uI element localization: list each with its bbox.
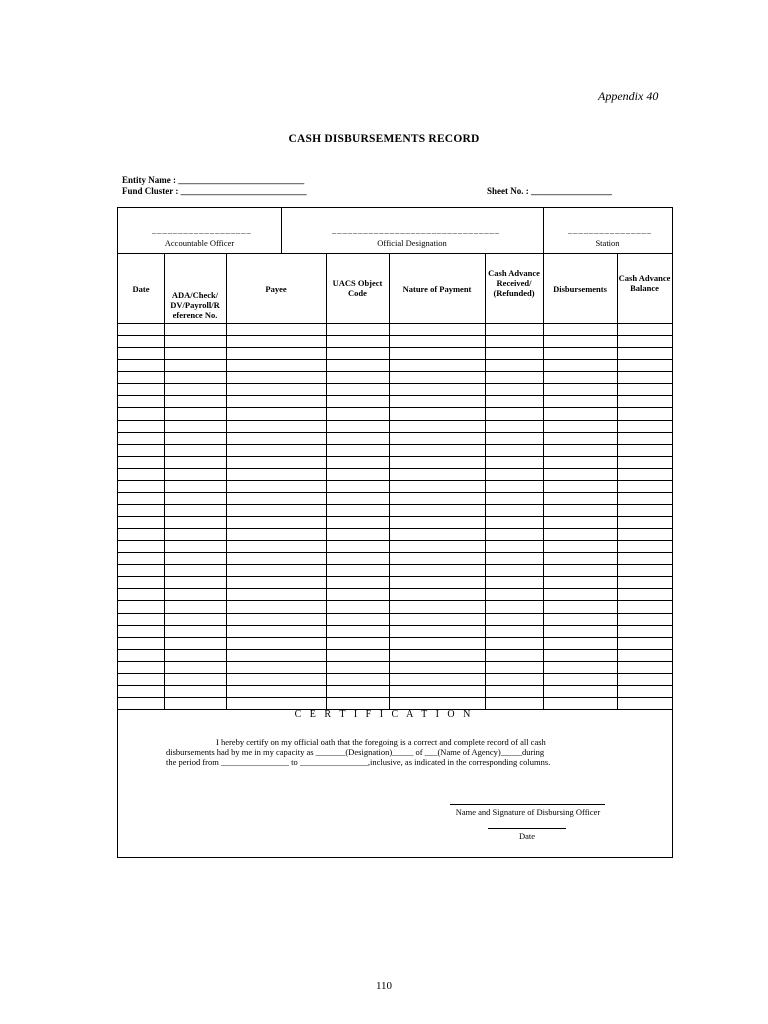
table-row-line — [118, 420, 672, 421]
table-row-line — [118, 432, 672, 433]
column-header-disbursements: Disbursements — [553, 284, 607, 294]
table-row-line — [118, 480, 672, 481]
entity-name-field: Entity Name : ____________________________ — [122, 175, 305, 185]
fund-cluster-field: Fund Cluster : ____________________________ — [122, 186, 307, 196]
column-header-date: Date — [132, 284, 150, 294]
table-row-line — [118, 347, 672, 348]
document-title: CASH DISBURSEMENTS RECORD — [288, 133, 480, 145]
certification-line-2: disbursements had by me in my capacity as _______(Designation)_____ of ___(Name of Agency)_____during — [166, 747, 545, 757]
table-row-line — [118, 625, 672, 626]
table-row-line — [118, 588, 672, 589]
certification-line-3: the period from ________________ to ________________,inclusive, as indicated in the corresponding columns. — [166, 757, 551, 767]
accountable-officer-label: Accountable Officer — [164, 238, 235, 248]
table-row-line — [118, 613, 672, 614]
table-row-line — [118, 444, 672, 445]
column-divider — [226, 253, 227, 709]
appendix-label: Appendix 40 — [598, 89, 659, 103]
table-row-line — [118, 576, 672, 577]
table-row-line — [118, 516, 672, 517]
table-row-line — [118, 468, 672, 469]
record-form — [117, 207, 673, 858]
table-row-line — [118, 359, 672, 360]
table-row-line — [118, 383, 672, 384]
table-row-line — [118, 673, 672, 674]
column-header-cash-advance: Cash Advance Received/ (Refunded) — [488, 268, 540, 298]
table-row-line — [118, 492, 672, 493]
accountable-officer-blank: ___________________ — [152, 225, 252, 235]
column-header-balance: Cash Advance Balance — [618, 273, 671, 293]
table-row-line — [118, 649, 672, 650]
column-divider — [485, 253, 486, 709]
column-header-uacs: UACS Object Code — [332, 278, 383, 298]
table-row-line — [118, 456, 672, 457]
certification-line-1: I hereby certify on my official oath that the foregoing is a correct and complete record of all cash — [216, 737, 546, 747]
column-header-nature: Nature of Payment — [402, 284, 472, 294]
table-row-line — [118, 395, 672, 396]
table-row-line — [118, 528, 672, 529]
officer-block-bottom — [118, 253, 672, 254]
table-row-line — [118, 335, 672, 336]
certification-title: C E R T I F I C A T I O N — [294, 709, 474, 720]
column-header-reference: ADA/Check/ DV/Payroll/R eference No. — [170, 290, 220, 320]
official-designation-blank: ________________________________ — [332, 225, 500, 235]
official-designation-label: Official Designation — [377, 238, 447, 248]
signature-line — [450, 804, 605, 805]
sheet-number-field: Sheet No. : __________________ — [487, 186, 612, 196]
column-divider — [164, 253, 165, 709]
table-row-line — [118, 407, 672, 408]
column-divider — [326, 253, 327, 709]
date-label: Date — [518, 831, 536, 841]
column-divider — [617, 253, 618, 709]
station-label: Station — [595, 238, 620, 248]
date-line — [488, 828, 566, 829]
table-row-line — [118, 504, 672, 505]
table-row-line — [118, 564, 672, 565]
table-row-line — [118, 637, 672, 638]
column-divider — [389, 253, 390, 709]
table-row-line — [118, 552, 672, 553]
table-row-line — [118, 600, 672, 601]
table-row-line — [118, 323, 672, 324]
page-number: 110 — [375, 980, 393, 992]
station-blank: ________________ — [568, 225, 652, 235]
table-row-line — [118, 685, 672, 686]
table-row-line — [118, 697, 672, 698]
table-row-line — [118, 540, 672, 541]
table-row-line — [118, 371, 672, 372]
table-row-line — [118, 661, 672, 662]
signature-label: Name and Signature of Disbursing Officer — [455, 807, 601, 817]
column-divider — [543, 253, 544, 709]
column-header-payee: Payee — [265, 284, 287, 294]
